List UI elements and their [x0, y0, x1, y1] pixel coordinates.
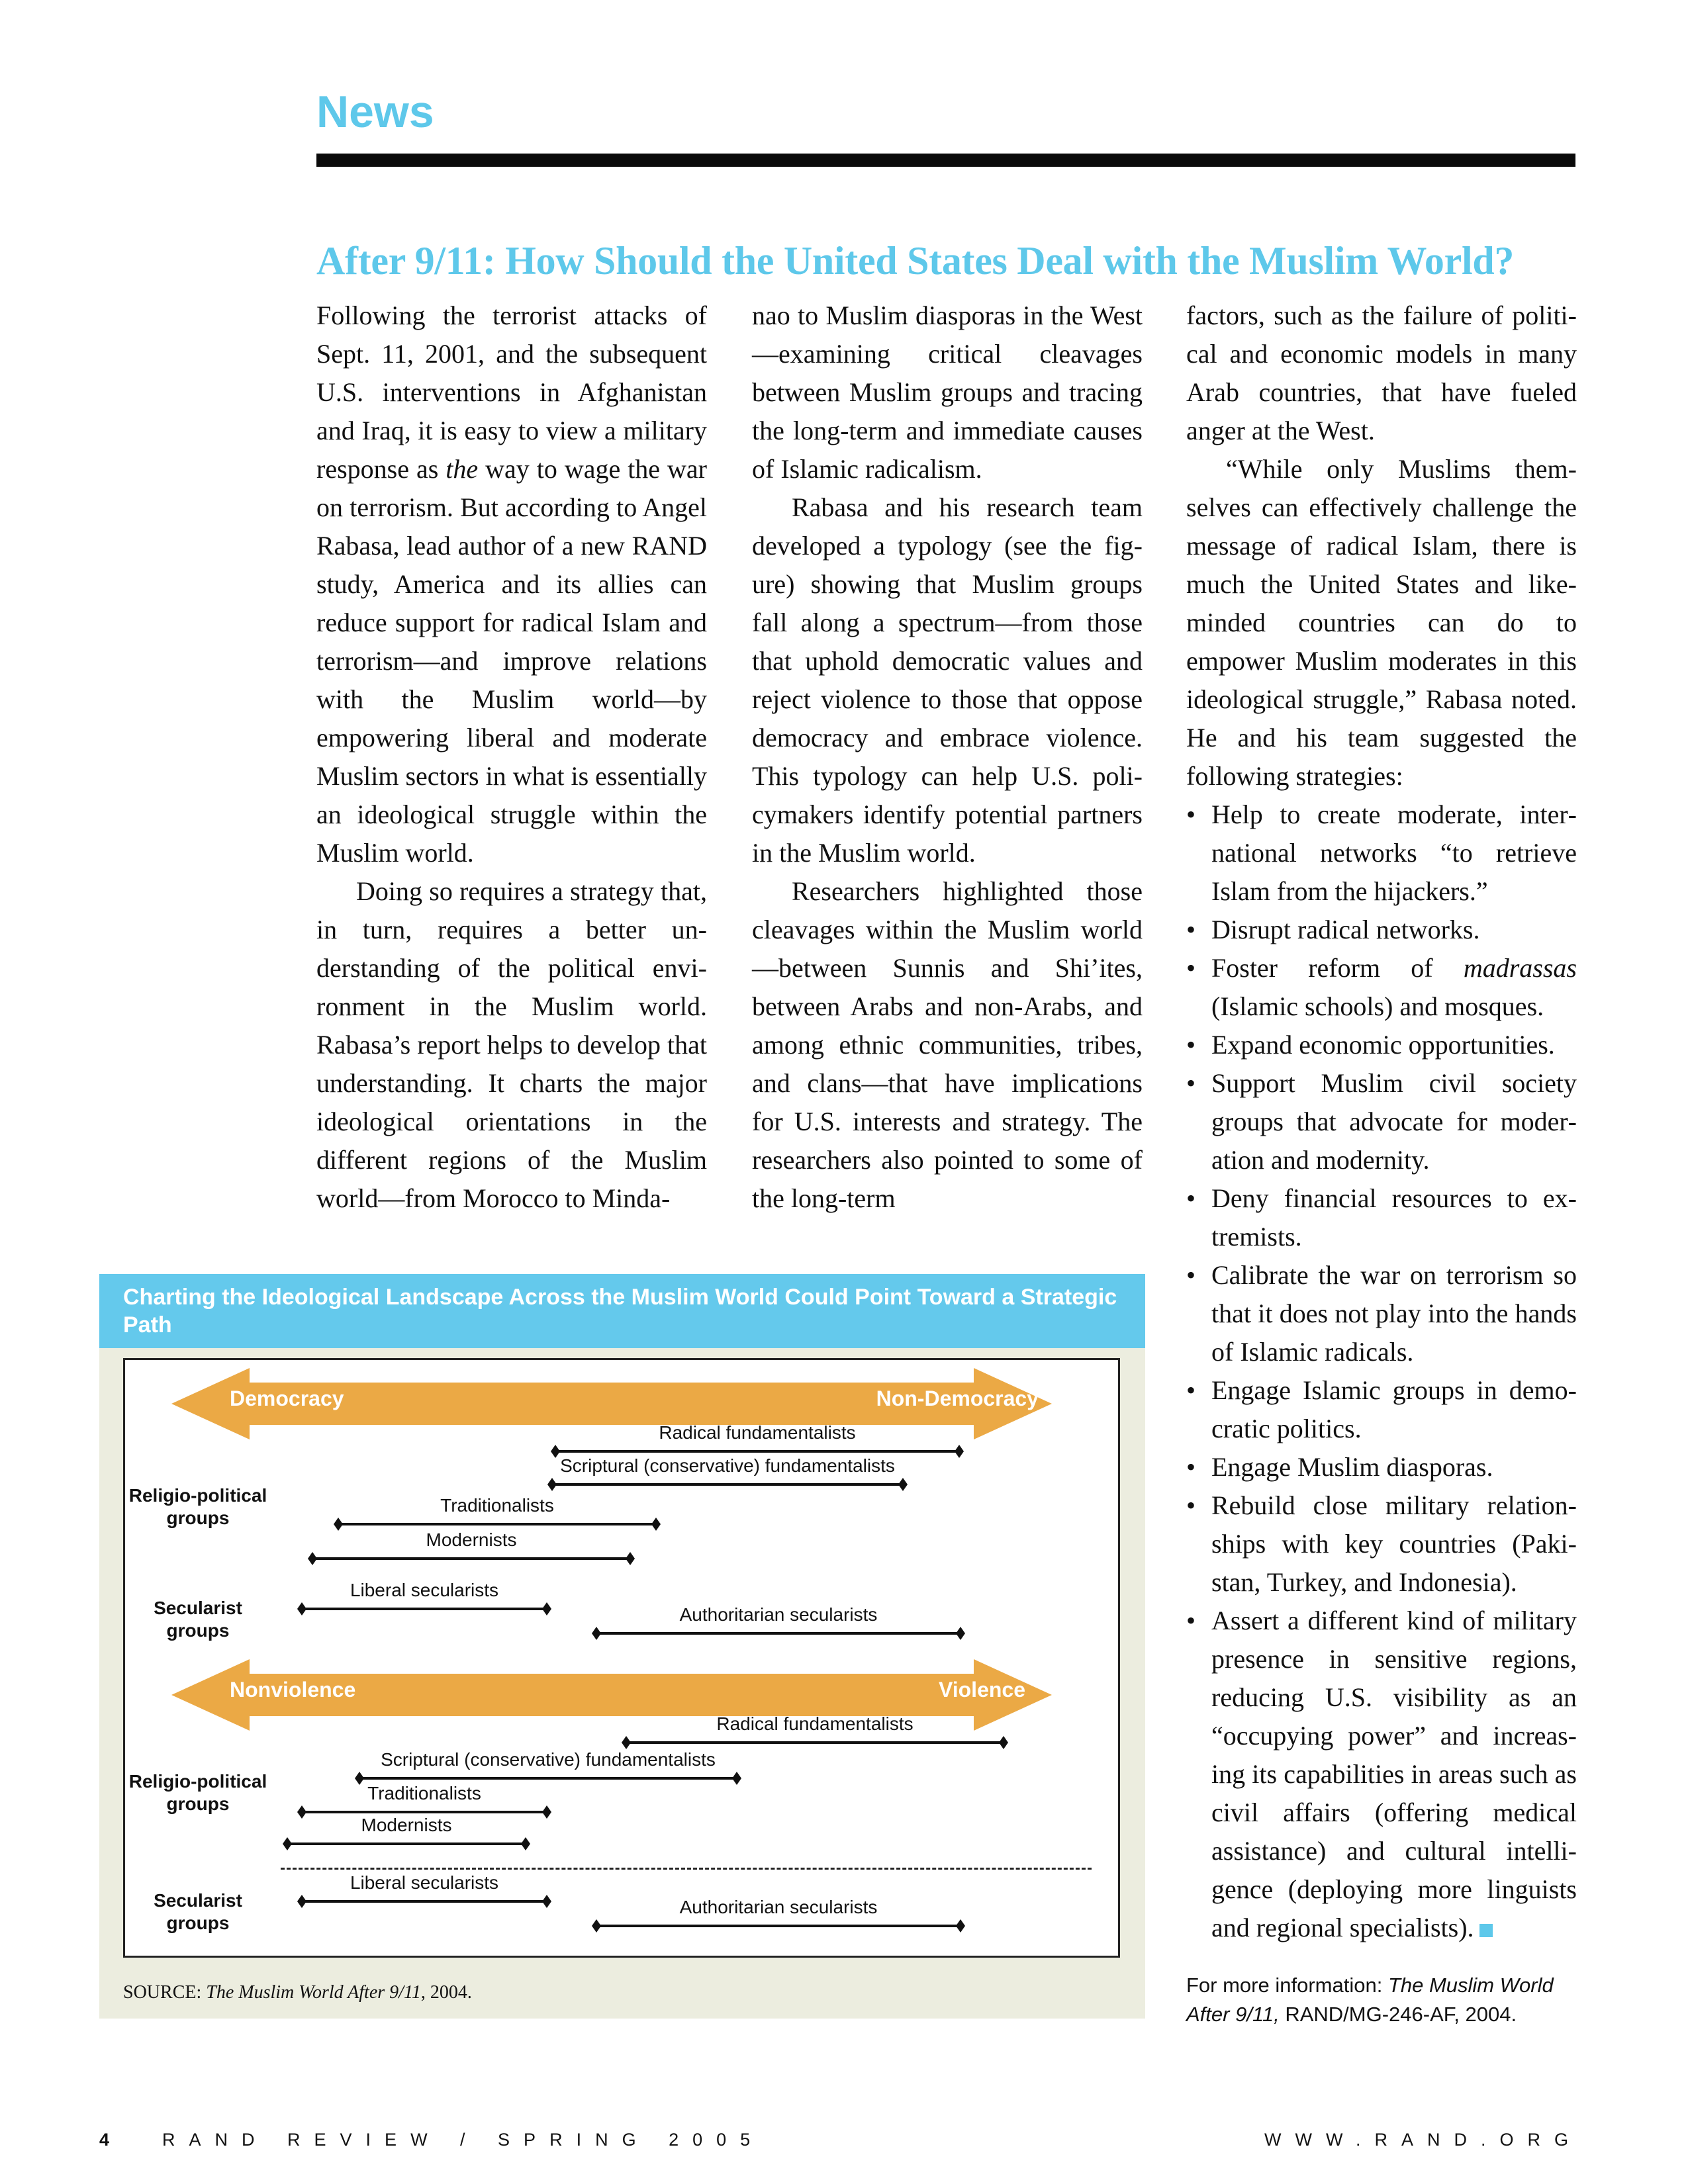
- diamond-icon: [956, 1919, 965, 1933]
- range-bar: Liberal secularists: [299, 1876, 550, 1903]
- diamond-icon: [732, 1772, 741, 1785]
- range-bar: Radical fundamentalists: [623, 1717, 1007, 1744]
- diamond-icon: [592, 1919, 601, 1933]
- paragraph: Researchers highlighted those cleavages within the Muslim world—between Sunnis and Shi’ites, between Arabs and non-Arabs, and among ethnic communities, tribes, and clans—that have implications for U.S. interests and strategy. The researchers also pointed to some of the long-term: [752, 876, 1143, 1213]
- paragraph: Following the terrorist attacks of Sept. 11, 2001, and the subsequent U.S. interventions in Afghanistan and Iraq, it is easy to view a military response as the way to wage the war on terrorism. But according to Angel Rabasa, lead author of a new RAND study, America and its allies can reduce support for radical Islam and terrorism—and improve relations with the Muslim world—by empowering liberal and moderate Muslim sectors in what is essentially an ideological struggle within the Muslim world.: [316, 300, 708, 868]
- diamond-icon: [308, 1552, 317, 1565]
- diamond-icon: [999, 1736, 1008, 1749]
- footer-publication: 4 RAND REVIEW / SPRING 2005: [99, 2130, 765, 2150]
- diamond-icon: [297, 1602, 306, 1615]
- diamond-icon: [334, 1518, 343, 1531]
- list-item: • Calibrate the war on terrorism so that it does not play into the hands of Islamic radicals.: [1186, 1256, 1577, 1371]
- list-item: • Engage Islamic groups in democratic politics.: [1186, 1371, 1577, 1448]
- diamond-icon: [898, 1478, 908, 1491]
- diamond-icon: [622, 1736, 631, 1749]
- range-bar: Liberal secularists: [299, 1584, 550, 1610]
- paragraph: “While only Muslims themselves can effectively challenge the message of radical Islam, there is much the United States and like-minded countries can do to empower Muslim moderates in this ideological struggle,” Rabasa noted. He and his team suggested the following strategies:: [1186, 454, 1577, 791]
- range-bar: Authoritarian secularists: [593, 1901, 964, 1927]
- range-bar: Scriptural (conservative) fundamentalists: [549, 1459, 906, 1486]
- paragraph: Doing so requires a strategy that, in turn, requires a better understanding of the political environment in the Muslim world. Rabasa’s report helps to develop that understanding. It charts the major ideological orientations in the different regions of the Muslim world—from Morocco to Minda-: [316, 876, 707, 1213]
- list-item: • Engage Muslim diasporas.: [1186, 1448, 1577, 1486]
- section-label: News: [316, 87, 434, 137]
- page-number: 4: [99, 2130, 110, 2150]
- list-item: • Deny financial resources to extremists.: [1186, 1179, 1577, 1256]
- paragraph: nao to Muslim diasporas in the West—examining critical cleavages between Muslim groups and tracing the long-term and immediate causes of Islamic radicalism.: [752, 300, 1143, 484]
- diamond-icon: [547, 1478, 557, 1491]
- figure: [99, 1274, 1145, 2019]
- diamond-icon: [521, 1837, 530, 1850]
- axis-left-label: Nonviolence: [230, 1678, 356, 1702]
- divider-dashed: [281, 1868, 1092, 1870]
- end-mark-icon: [1479, 1924, 1493, 1937]
- list-item: • Help to create moderate, international networks “to retrieve Islam from the hijackers.”: [1186, 796, 1577, 911]
- diamond-icon: [542, 1602, 551, 1615]
- axis-left-label: Democracy: [230, 1387, 344, 1410]
- range-bar: Modernists: [309, 1533, 633, 1560]
- group-label-religio-political: Religio-political groups: [128, 1771, 267, 1814]
- footer-website[interactable]: WWW.RAND.ORG: [1264, 2130, 1582, 2150]
- axis-right-label: Violence: [938, 1678, 1025, 1702]
- article-column-2: [752, 296, 1143, 1218]
- diamond-icon: [651, 1518, 661, 1531]
- range-bar: Scriptural (conservative) fundamentalists: [356, 1753, 740, 1780]
- diamond-icon: [956, 1627, 965, 1640]
- list-item: • Rebuild close military relationships with key countries (Pakistan, Turkey, and Indonesia).: [1186, 1486, 1577, 1602]
- range-bar: Modernists: [284, 1819, 529, 1845]
- list-item: • Foster reform of madrassas (Islamic schools) and mosques.: [1186, 949, 1577, 1026]
- diamond-icon: [542, 1895, 551, 1908]
- group-label-secularist: Secularist groups: [154, 1890, 242, 1933]
- strategy-list: [1186, 796, 1577, 1947]
- range-bar: Traditionalists: [335, 1499, 659, 1525]
- diamond-icon: [283, 1837, 292, 1850]
- paragraph: factors, such as the failure of political and economic models in many Arab countries, that have fueled anger at the West.: [1186, 300, 1577, 445]
- article-column-3: [1186, 296, 1577, 1947]
- diamond-icon: [542, 1805, 551, 1819]
- diamond-icon: [626, 1552, 635, 1565]
- list-item: • Support Muslim civil society groups that advocate for moderation and modernity.: [1186, 1064, 1577, 1179]
- diamond-icon: [592, 1627, 601, 1640]
- diamond-icon: [297, 1895, 306, 1908]
- range-bar: Radical fundamentalists: [552, 1426, 962, 1453]
- more-information: For more information: The Muslim World After 9/11, RAND/MG-246-AF, 2004.: [1186, 1974, 1554, 2026]
- figure-source: SOURCE: The Muslim World After 9/11, 2004.: [123, 1982, 472, 2003]
- list-item: • Disrupt radical networks.: [1186, 911, 1577, 949]
- article-column-1: [316, 296, 707, 1218]
- paragraph: Rabasa and his research team developed a typology (see the figure) showing that Muslim groups fall along a spectrum—from those that uphold democratic values and reject violence to those that oppose democracy and embrace violence. This typology can help U.S. policymakers identify potential partners in the Muslim world.: [752, 492, 1143, 868]
- group-label-religio-political: Religio-political groups: [128, 1485, 267, 1528]
- figure-title: Charting the Ideological Landscape Across the Muslim World Could Point Toward a Strategic Path: [99, 1274, 1145, 1348]
- list-item: • Expand economic opportunities.: [1186, 1026, 1577, 1064]
- header-rule: [316, 154, 1575, 167]
- group-label-secularist: Secularist groups: [154, 1598, 242, 1641]
- range-bar: Authoritarian secularists: [593, 1608, 964, 1635]
- article-headline: After 9/11: How Should the United States Deal with the Muslim World?: [316, 239, 1515, 283]
- axis-right-label: Non-Democracy: [876, 1387, 1039, 1410]
- list-item: • Assert a different kind of military presence in sensitive regions, reducing U.S. visibility as an “occupying power” and increasing its capabilities in areas such as civil affairs (offering medical assistance) and cultural intelligence (deploying more linguists and regional specialists).: [1186, 1602, 1577, 1947]
- diamond-icon: [955, 1445, 964, 1458]
- figure-chart-box: [123, 1358, 1120, 1958]
- range-bar: Traditionalists: [299, 1787, 550, 1813]
